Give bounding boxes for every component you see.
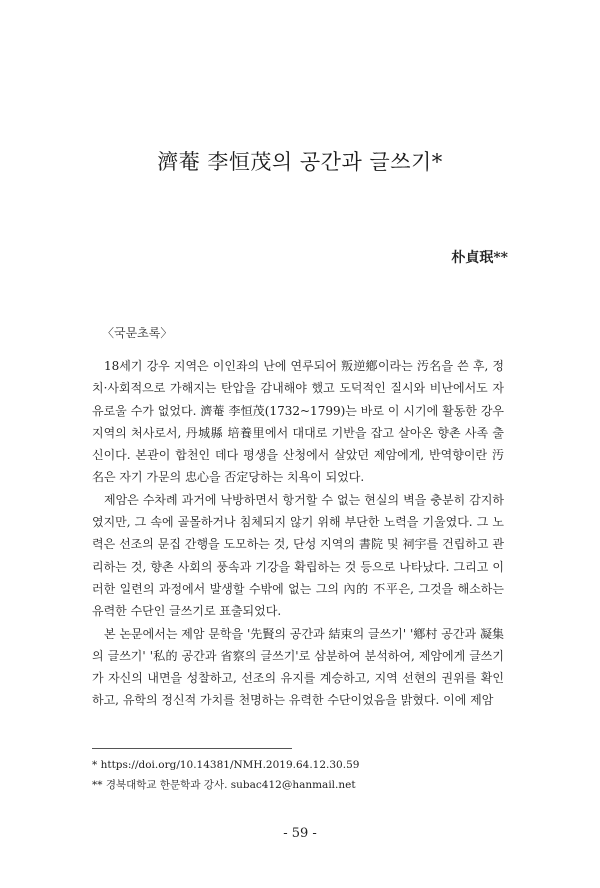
abstract-paragraph-3: 본 논문에서는 제암 문학을 '先賢의 공간과 結束의 글쓰기' '鄕村 공간과 凝集의 글쓰기' '私的 공간과 省察의 글쓰기'로 삼분하여 분석하여, 제암에게 글쓰기가 자신의 내면을 성찰하고, 선조의 유지를 계승하고, 지역 선현의 권위를 확인하고, 유학의 정신적 가치를 천명하는 유력한 수단이었음을 밝혔다. 이에 제암 — [92, 626, 504, 708]
page-number: - 59 - — [283, 826, 317, 841]
author-name: 朴貞珉** — [451, 250, 508, 266]
abstract-label: 〈국문초록〉 — [102, 326, 173, 340]
abstract-body — [92, 355, 504, 712]
paper-title: 濟菴 李恒茂의 공간과 글쓰기* — [157, 150, 443, 174]
footnote-doi: * https://doi.org/10.14381/NMH.2019.64.12.30.59 — [92, 759, 360, 771]
abstract-paragraph-1: 18세기 강우 지역은 이인좌의 난에 연루되어 叛逆鄕이라는 汚名을 쓴 후, 정치·사회적으로 가해지는 탄압을 감내해야 했고 도덕적인 질시와 비난에서도 자유로울 수가 없었다. 濟菴 李恒茂(1732~1799)는 바로 이 시기에 활동한 강우 지역의 처사로서, 丹城縣 培養里에서 대대로 기반을 잡고 살아온 향촌 사족 출신이다. 본관이 합천인 데다 평생을 산청에서 살았던 제암에게, 반역향이란 汚名은 자기 가문의 忠心을 否定당하는 치욕이 되었다. — [92, 359, 504, 485]
footnote-divider — [92, 748, 292, 749]
footnote-affiliation: ** 경북대학교 한문학과 강사. subac412@hanmail.net — [92, 779, 356, 791]
abstract-paragraph-2: 제암은 수차례 과거에 낙방하면서 항거할 수 없는 현실의 벽을 충분히 감지하였지만, 그 속에 골몰하거나 침체되지 않기 위해 부단한 노력을 기울였다. 그 노력은 선조의 문집 간행을 도모하는 것, 단성 지역의 書院 및 祠宇를 건립하고 관리하는 것, 향촌 사회의 풍속과 기강을 확립하는 것 등으로 나타났다. 그리고 이러한 일련의 과정에서 발생할 수밖에 없는 그의 內的 不平은, 그것을 해소하는 유력한 수단인 글쓰기로 표출되었다. — [92, 492, 504, 619]
footnotes — [92, 755, 512, 795]
